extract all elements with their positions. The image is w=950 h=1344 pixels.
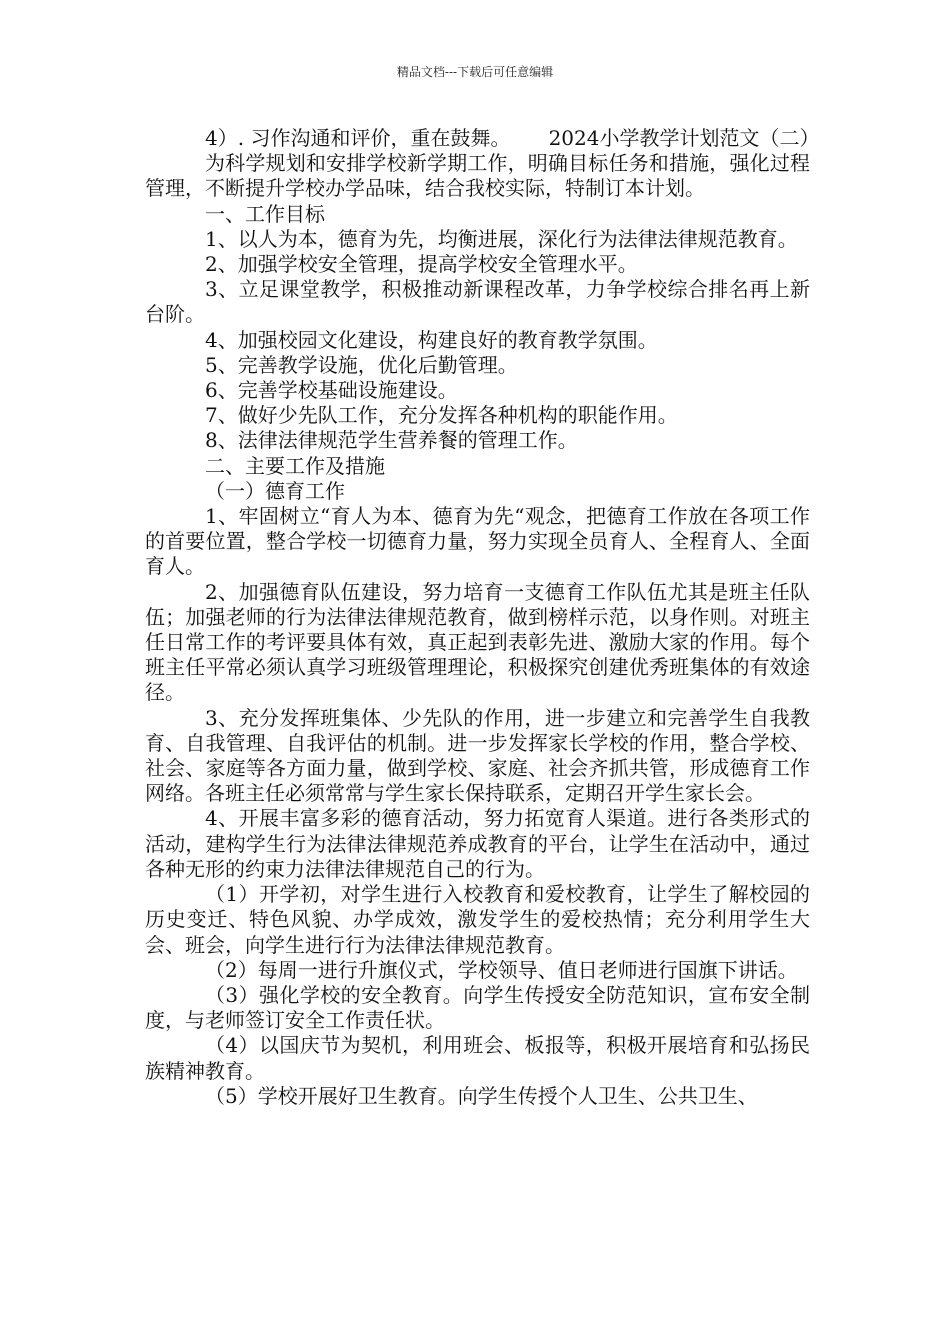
paragraph: （一）德育工作: [205, 478, 345, 503]
paragraph: （5）学校开展好卫生教育。向学生传授个人卫生、公共卫生、: [205, 1083, 758, 1108]
paragraph: 5、完善教学设施，优化后勤管理。: [205, 352, 518, 377]
paragraph: 7、做好少先队工作，充分发挥各种机构的职能作用。: [205, 403, 678, 428]
paragraph: （1）开学初，对学生进行入校教育和爱校教育，让学生了解校园的历史变迁、特色风貌、办学成效，激发学生的爱校热情；充分利用学生大会、班会，向学生进行行为法律法律规范教育。: [145, 882, 810, 957]
paragraph: 2、加强德育队伍建设，努力培育一支德育工作队伍尤其是班主任队伍；加强老师的行为法律法律规范教育，做到榜样示范，以身作则。对班主任日常工作的考评要具体有效，真正起到表彰先进、激励大家的作用。每个班主任平常必须认真学习班级管理理论，积极探究创建优秀班集体的有效途径。: [145, 579, 810, 705]
paragraph: 8、法律法律规范学生营养餐的管理工作。: [205, 428, 578, 453]
paragraph: 2、加强学校安全管理，提高学校安全管理水平。: [205, 252, 638, 277]
paragraph: 为科学规划和安排学校新学期工作，明确目标任务和措施，强化过程管理，不断提升学校办学品味，结合我校实际，特制订本计划。: [145, 151, 810, 201]
page-header: 精品文档---下载后可任意编辑: [396, 65, 554, 79]
paragraph: （3）强化学校的安全教育。向学生传授安全防范知识，宣布安全制度，与老师签订安全工作责任状。: [145, 982, 810, 1033]
paragraph: （2）每周一进行升旗仪式，学校领导、值日老师进行国旗下讲话。: [205, 957, 798, 982]
paragraph: 1、以人为本，德育为先，均衡进展，深化行为法律法律规范教育。: [205, 226, 798, 251]
paragraph: 4、开展丰富多彩的德育活动，努力拓宽育人渠道。进行各类形式的活动，建构学生行为法律法律规范养成教育的平台，让学生在活动中，通过各种无形的约束力法律法律规范自己的行为。: [145, 806, 810, 881]
document-body: [145, 126, 820, 1109]
paragraph: 1、牢固树立“育人为本、德育为先“观念，把德育工作放在各项工作的首要位置，整合学校一切德育力量，努力实现全员育人、全程育人、全面育人。: [145, 504, 810, 579]
paragraph: 二、主要工作及措施: [205, 453, 385, 478]
paragraph: 4）. 习作沟通和评价，重在鼓舞。 2024小学教学计划范文（二）: [205, 126, 820, 150]
paragraph: 4、加强校园文化建设，构建良好的教育教学氛围。: [205, 327, 658, 352]
paragraph: 一、工作目标: [205, 201, 325, 226]
paragraph: 3、充分发挥班集体、少先队的作用，进一步建立和完善学生自我教育、自我管理、自我评估的机制。进一步发挥家长学校的作用，整合学校、社会、家庭等各方面力量，做到学校、家庭、社会齐抓共管，形成德育工作网络。各班主任必须常常与学生家长保持联系，定期召开学生家长会。: [145, 705, 810, 806]
paragraph: （4）以国庆节为契机，利用班会、板报等，积极开展培育和弘扬民族精神教育。: [145, 1033, 810, 1083]
paragraph: 6、完善学校基础设施建设。: [205, 378, 458, 403]
paragraph: 3、立足课堂教学，积极推动新课程改革，力争学校综合排名再上新台阶。: [145, 277, 810, 327]
